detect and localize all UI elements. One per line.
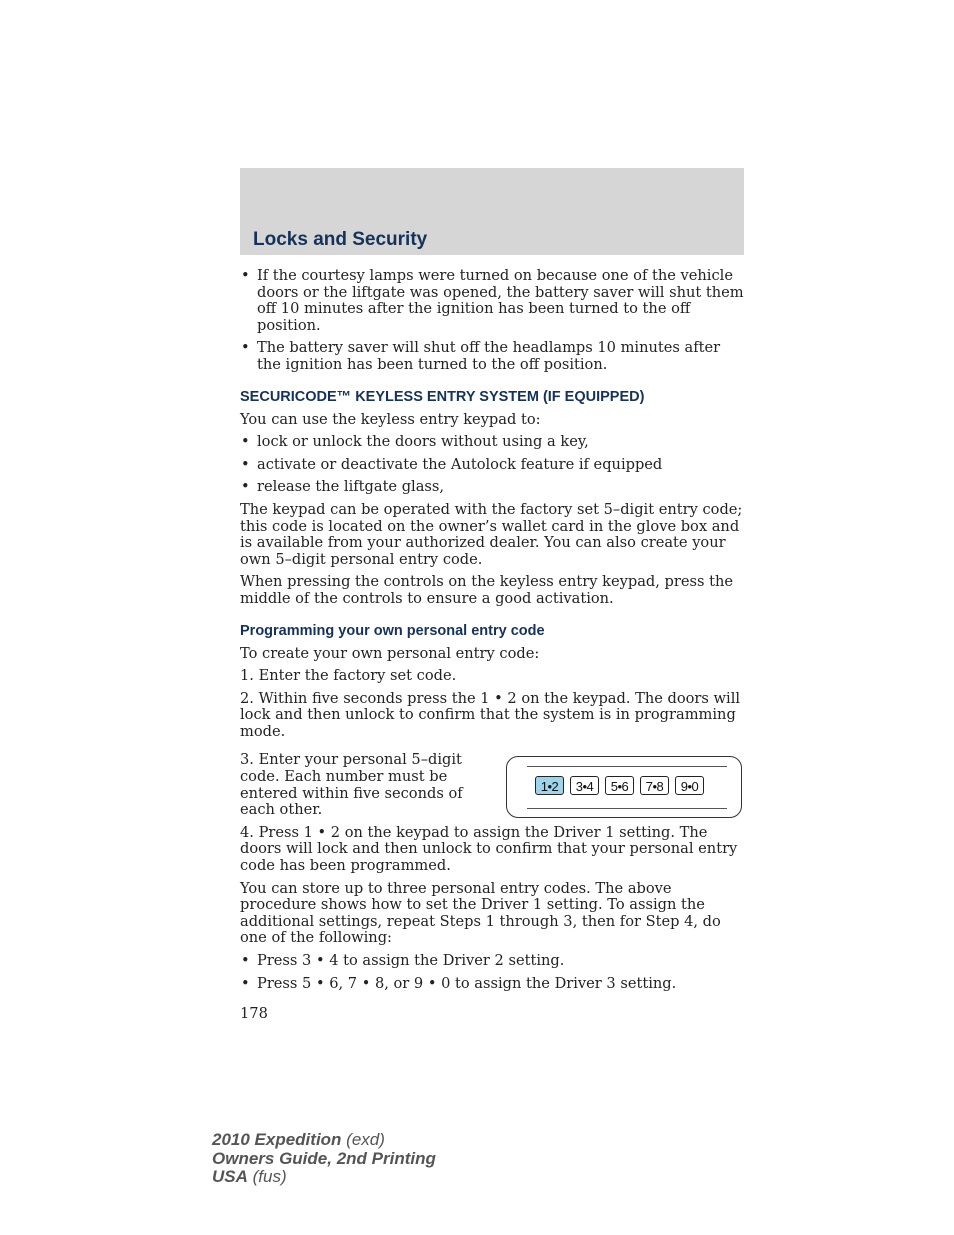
keypad-bottom-line <box>527 808 727 809</box>
step-4: 4. Press 1 • 2 on the keypad to assign the Driver 1 setting. The doors will lock and then unlock to confirm that your personal entry code has been programmed. <box>240 823 738 875</box>
list-item: • lock or unlock the doors without using a key, <box>240 434 744 451</box>
list-item: • release the liftgate glass, <box>240 479 744 496</box>
keypad-key-9-0: 9•0 <box>675 776 704 795</box>
footer-model: 2010 Expedition <box>212 1130 342 1149</box>
keypad-key-1-2: 1•2 <box>535 776 564 795</box>
keypad-key-7-8: 7•8 <box>640 776 669 795</box>
keypad-code-paragraph: The keypad can be operated with the factory set 5–digit entry code; this code is located on the owner’s wallet card in the glove box and is available from your authorized dealer. You can also create your own 5–digit personal entry code. <box>240 500 743 568</box>
step-1: 1. Enter the factory set code. <box>240 667 457 685</box>
section-title: Locks and Security <box>253 229 428 250</box>
page-number: 178 <box>240 1005 268 1023</box>
list-item: • The battery saver will shut off the headlamps 10 minutes after the ignition has been turned to the off position. <box>240 340 744 373</box>
list-item: • Press 5 • 6, 7 • 8, or 9 • 0 to assign the Driver 3 setting. <box>240 976 744 993</box>
keypad-press-paragraph: When pressing the controls on the keyless entry keypad, press the middle of the controls to ensure a good activation. <box>240 573 734 607</box>
keypad-key-3-4: 3•4 <box>570 776 599 795</box>
multiple-codes-paragraph: You can store up to three personal entry codes. The above procedure shows how to set the Driver 1 setting. To assign the additional settings, repeat Steps 1 through 3, then for Step 4, do one of the following: <box>240 879 721 947</box>
list-item: • Press 3 • 4 to assign the Driver 2 setting. <box>240 953 744 970</box>
footer-printing: Owners Guide, 2nd Printing <box>212 1148 436 1168</box>
section-header-band <box>240 168 744 255</box>
programming-lead: To create your own personal entry code: <box>240 644 540 662</box>
intro-bullet-list <box>240 268 744 374</box>
list-item: • If the courtesy lamps were turned on because one of the vehicle doors or the liftgate was opened, the battery saver will shut them off 10 minutes after the ignition has been turned to the off position. <box>240 268 744 334</box>
step-2: 2. Within five seconds press the 1 • 2 on the keypad. The doors will lock and then unlock to confirm that the system is in programming mode. <box>240 689 741 740</box>
securicode-bullet-list <box>240 434 744 496</box>
footer-line-3 <box>212 1168 436 1187</box>
keypad-key-5-6: 5•6 <box>605 776 634 795</box>
step-3: 3. Enter your personal 5–digit code. Each number must be entered within five seconds of each other. <box>240 751 463 819</box>
driver-settings-list <box>240 953 744 992</box>
programming-heading: Programming your own personal entry code <box>240 622 545 639</box>
securicode-heading: SECURICODE™ KEYLESS ENTRY SYSTEM (IF EQUIPPED) <box>240 388 645 405</box>
securicode-lead: You can use the keyless entry keypad to: <box>240 410 541 428</box>
document-footer <box>212 1131 436 1187</box>
keypad-keys <box>535 776 704 795</box>
keypad-top-line <box>527 766 727 767</box>
footer-market-code: (fus) <box>252 1167 287 1186</box>
keypad-illustration <box>506 756 742 818</box>
footer-market: USA <box>212 1167 248 1186</box>
footer-model-code: (exd) <box>346 1130 385 1149</box>
list-item: • activate or deactivate the Autolock feature if equipped <box>240 457 744 474</box>
footer-line-1 <box>212 1131 436 1150</box>
page-content <box>240 268 744 1023</box>
footer-line-2 <box>212 1150 436 1169</box>
keypad-figure-wrap <box>240 752 744 874</box>
